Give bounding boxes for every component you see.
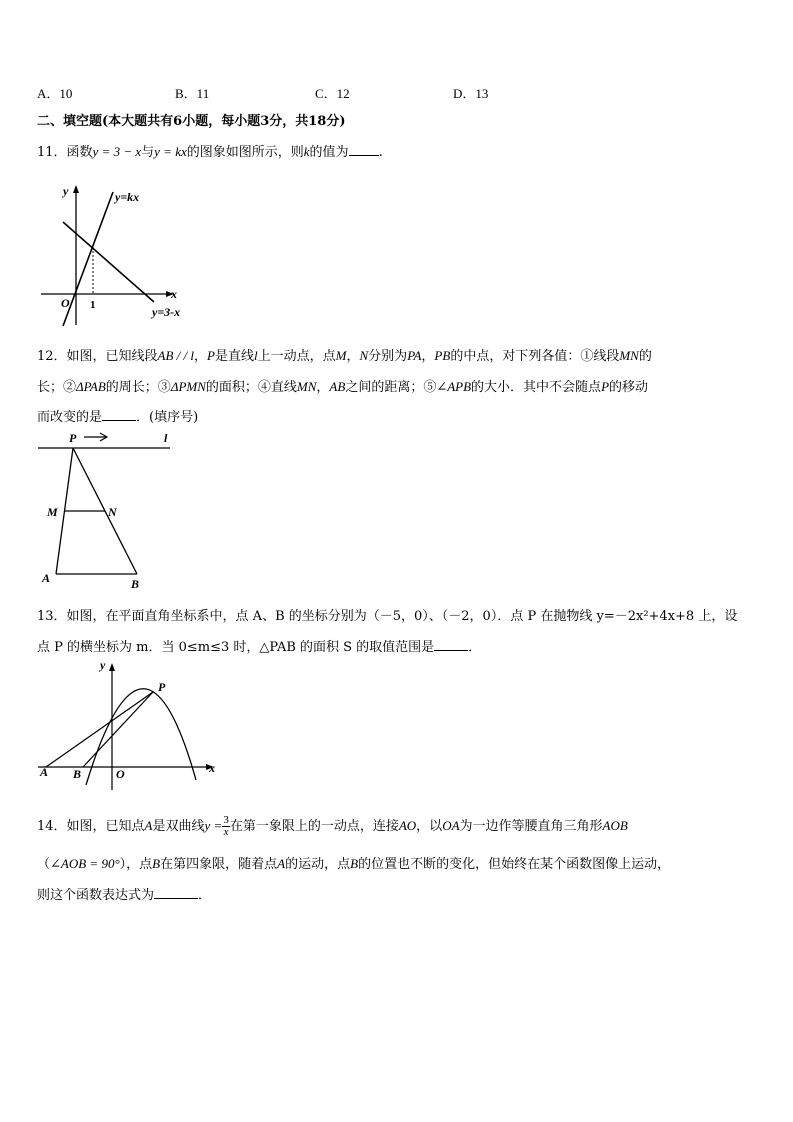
q11-fig-origin-label: O: [61, 296, 70, 310]
q14-a: A: [144, 818, 153, 833]
q12-text-2g: 的移动: [609, 380, 649, 395]
q14-text-2b: ），点: [119, 857, 153, 872]
q14-oa: OA: [442, 818, 460, 833]
q12-ab-parallel-l: AB / / l: [157, 348, 195, 363]
q11-mid2: 的图象如图所示，则: [186, 145, 304, 160]
question-14-line-2: [37, 853, 670, 872]
q14-text-1b: 是双曲线: [152, 819, 205, 834]
q12-angle-apb: ∠APB: [436, 379, 472, 394]
q12-n: N: [359, 348, 369, 363]
q12-text-2e: 之间的距离；⑤: [345, 380, 437, 395]
question-12-line-2: [37, 376, 648, 395]
q13-text-2a: 点 P 的横坐标为 m．当 0≤m≤3 时，△PAB 的面积 S 的取值范围是: [37, 640, 435, 655]
q11-answer-blank[interactable]: [349, 143, 379, 156]
question-12-line-1: 12．如图，已知线段AB / / l，P是直线l上一动点，点M，N分别为PA，PB的中点，对下列各值：①线段MN的: [37, 348, 652, 364]
question-11: [37, 141, 383, 160]
q11-fig-line1-label: y=kx: [115, 190, 140, 204]
q12-tri-pab: ΔPAB: [76, 379, 106, 394]
q11-figure: [36, 180, 186, 330]
option-d: D．13: [453, 86, 489, 101]
q13-text-2b: ．: [468, 640, 482, 655]
q14-b: B: [152, 856, 161, 871]
q12-fig-m-label: M: [47, 505, 58, 519]
q12-l: l: [254, 348, 258, 363]
q14-frac-den: x: [223, 826, 229, 838]
question-13-line-2: [37, 636, 481, 655]
q14-text-2c: 在第四象限，随着点: [160, 857, 278, 872]
q14-fraction: [222, 815, 230, 838]
q12-text-1f: 的中点，对下列各值：①线段: [450, 349, 620, 364]
q11-suffix: 的值为: [309, 145, 349, 160]
q14-text-2d: 的运动，点: [285, 857, 351, 872]
q12-text-1d: 上一动点，点: [257, 349, 336, 364]
q12-text-1b: ，: [194, 349, 208, 364]
q11-fig-y-label: y: [63, 184, 69, 198]
q12-ab: AB: [329, 379, 346, 394]
option-b: B．11: [175, 86, 210, 101]
q11-fig-line2-label: y=3-x: [152, 305, 181, 319]
q14-text-1a: 14．如图，已知点: [37, 819, 145, 834]
question-14-line-1: [37, 815, 628, 838]
q12-text-2f: 的大小．其中不会随点: [471, 380, 602, 395]
q13-fig-o-label: O: [116, 767, 125, 781]
q13-fig-b-label: B: [73, 767, 82, 781]
q12-text-2b: 的周长；③: [105, 380, 171, 395]
q12-text-3b: ．(填序号): [136, 410, 199, 425]
q12-pa: PA: [407, 348, 422, 363]
q14-text-2e: 的位置也不断的变化，但始终在某个函数图像上运动，: [358, 857, 671, 872]
q13-fig-y-label: y: [100, 658, 106, 672]
q13-fig-a-label: A: [40, 765, 49, 779]
q12-text-2d: ，: [316, 380, 330, 395]
q14-text-2a: （: [37, 857, 51, 872]
q14-b-2: B: [350, 856, 359, 871]
q12-m: M: [335, 348, 347, 363]
q12-text-2a: 长；②: [37, 380, 77, 395]
q14-ao: AO: [398, 818, 417, 833]
q12-text-1e: 分别为: [368, 349, 408, 364]
q14-frac-num: 3: [223, 814, 229, 826]
q13-figure: [36, 655, 221, 795]
q14-text-1c: 在第一象限上的一动点，连接: [229, 819, 399, 834]
question-14-line-3: [37, 884, 211, 903]
q14-angle: ∠AOB = 90°: [50, 856, 120, 871]
q11-fig-x-label: x: [171, 287, 177, 301]
q14-a-2: A: [277, 856, 286, 871]
q11-prefix: 11．函数: [37, 145, 93, 160]
q12-answer-blank[interactable]: [102, 408, 136, 421]
option-a: A．10: [37, 86, 73, 101]
q12-fig-l-label: l: [164, 431, 168, 445]
q14-y-eq: y =: [204, 818, 223, 833]
q12-fig-a-label: A: [42, 571, 51, 585]
q13-fig-x-label: x: [209, 761, 215, 775]
q14-text-1e: 为一边作等腰直角三角形: [459, 819, 603, 834]
q14-text-3a: 则这个函数表达式为: [37, 888, 155, 903]
q12-fig-n-label: N: [108, 505, 117, 519]
q13-fig-p-label: P: [158, 680, 166, 694]
q11-mid: 与: [141, 145, 155, 160]
section-header: 二、填空题(本大题共有6小题，每小题3分，共18分): [37, 114, 346, 129]
q11-end: .: [378, 145, 383, 160]
q12-mn-2: MN: [296, 379, 317, 394]
q14-answer-blank[interactable]: [154, 886, 198, 899]
q12-text-1a: 12．如图，已知线段: [37, 349, 158, 364]
q12-figure: [36, 428, 186, 593]
q14-aob: AOB: [602, 818, 628, 833]
q11-formula-2: y = kx: [154, 144, 187, 159]
q12-fig-p-label: P: [69, 431, 77, 445]
q11-fig-tick-label: 1: [90, 299, 96, 311]
q12-mn: MN: [619, 348, 639, 363]
q12-text-1g: 的: [638, 349, 652, 364]
q12-text-1c: 是直线: [214, 349, 254, 364]
q12-text-3a: 而改变的是: [37, 410, 103, 425]
q14-text-3b: ．: [198, 888, 212, 903]
option-c: C．12: [315, 86, 350, 101]
q11-k: k: [303, 144, 310, 159]
q12-p-2: P: [601, 379, 610, 394]
q12-p: P: [207, 348, 215, 363]
question-12-line-3: [37, 406, 198, 425]
q12-text-2c: 的面积；④直线: [205, 380, 297, 395]
q13-answer-blank[interactable]: [434, 638, 468, 651]
q14-text-1d: ，以: [416, 819, 443, 834]
q12-pb: PB: [434, 348, 451, 363]
q12-tri-pmn: ΔPMN: [170, 379, 206, 394]
q11-formula-1: y = 3 − x: [92, 144, 142, 159]
q12-comma: ，: [346, 349, 360, 364]
q12-fig-b-label: B: [131, 577, 140, 591]
question-13-line-1: 13．如图，在平面直角坐标系中，点 A、B 的坐标分别为（－5，0）、（－2，0）．点 P 在抛物线 y=－2x²+4x+8 上，设: [37, 609, 738, 624]
